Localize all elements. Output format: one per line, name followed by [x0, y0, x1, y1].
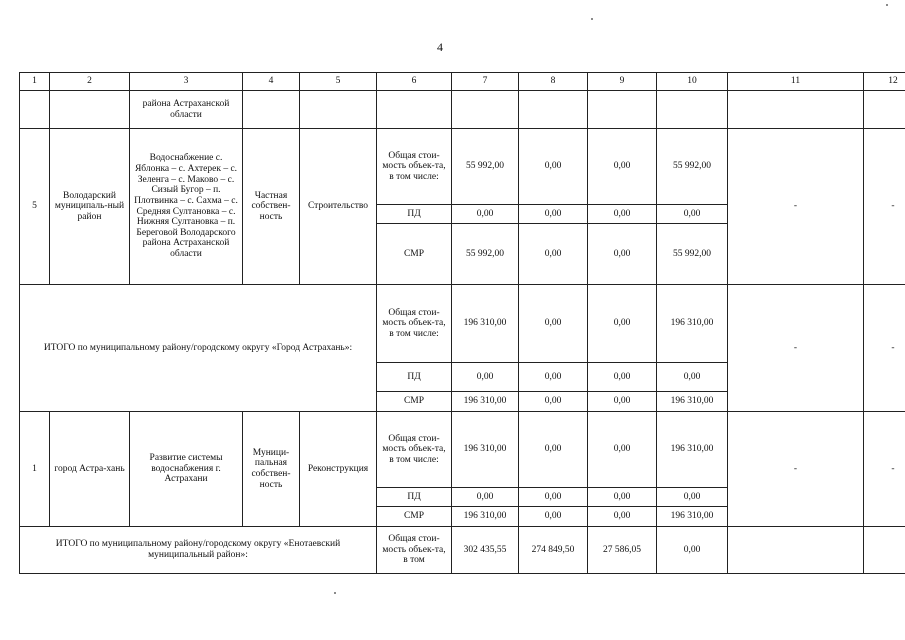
scan-speck [334, 592, 336, 594]
value-cell: 0,00 [588, 285, 657, 363]
header-cell: 12 [864, 73, 905, 91]
header-cell: 4 [243, 73, 300, 91]
header-cell: 10 [657, 73, 728, 91]
value-cell: 0,00 [588, 224, 657, 285]
table-row-continuation [20, 91, 905, 129]
investment-table [19, 72, 905, 574]
value-cell: 0,00 [519, 205, 588, 224]
cost-label: Общая стои-мость объек-та, в том [377, 527, 452, 574]
value-cell: 0,00 [452, 363, 519, 392]
column-number-header [20, 73, 905, 91]
ownership-cell: Частная собствен-ность [243, 129, 300, 285]
pd-label: ПД [377, 205, 452, 224]
value-cell: 274 849,50 [519, 527, 588, 574]
value-cell: 27 586,05 [588, 527, 657, 574]
value-cell: 0,00 [519, 412, 588, 488]
smr-label: СМР [377, 507, 452, 527]
value-cell: 196 310,00 [657, 507, 728, 527]
header-cell: 5 [300, 73, 377, 91]
value-cell: 196 310,00 [452, 392, 519, 412]
value-cell: 196 310,00 [657, 285, 728, 363]
district-cell: Володарский муниципаль-ный район [50, 129, 130, 285]
work-type-cell: Строительство [300, 129, 377, 285]
total-row [20, 285, 905, 363]
col11-cell: - [728, 129, 864, 285]
value-cell: 196 310,00 [657, 392, 728, 412]
value-cell: 0,00 [519, 507, 588, 527]
value-cell: 196 310,00 [452, 285, 519, 363]
value-cell: 0,00 [657, 363, 728, 392]
header-cell: 8 [519, 73, 588, 91]
total-label: ИТОГО по муниципальному району/городскому округу «Енотаевский муниципальный район»: [20, 527, 377, 574]
value-cell: 0,00 [519, 488, 588, 507]
value-cell: 196 310,00 [657, 412, 728, 488]
total-row [20, 527, 905, 574]
value-cell: 196 310,00 [452, 507, 519, 527]
value-cell: 0,00 [519, 129, 588, 205]
header-cell: 1 [20, 73, 50, 91]
table-row [20, 412, 905, 488]
header-cell: 11 [728, 73, 864, 91]
cost-label: Общая стои-мость объек-та, в том числе: [377, 412, 452, 488]
total-label: ИТОГО по муниципальному району/городскому округу «Город Астрахань»: [20, 285, 377, 412]
header-cell: 6 [377, 73, 452, 91]
value-cell: 0,00 [657, 488, 728, 507]
value-cell: 302 435,55 [452, 527, 519, 574]
value-cell: 0,00 [657, 205, 728, 224]
object-name-cell: Развитие системы водоснабжения г. Астрахани [130, 412, 243, 527]
col11-cell: - [728, 412, 864, 527]
value-cell: 0,00 [519, 285, 588, 363]
col12-cell: - [864, 129, 905, 285]
col12-cell: - [864, 412, 905, 527]
header-cell: 7 [452, 73, 519, 91]
value-cell: 0,00 [588, 205, 657, 224]
header-cell: 3 [130, 73, 243, 91]
value-cell: 0,00 [519, 392, 588, 412]
work-type-cell: Реконструкция [300, 412, 377, 527]
smr-label: СМР [377, 392, 452, 412]
value-cell: 0,00 [519, 224, 588, 285]
value-cell: 0,00 [452, 205, 519, 224]
pd-label: ПД [377, 363, 452, 392]
row-number: 5 [20, 129, 50, 285]
value-cell: 0,00 [588, 363, 657, 392]
row-number: 1 [20, 412, 50, 527]
page-number: 4 [437, 40, 443, 54]
object-name-cell: Водоснабжение с. Яблонка – с. Ахтерек – с. Зеленга – с. Маково – с. Сизый Бугор – п. Плотвинка – с. Сахма – с. Средняя Султановка – с. Нижняя Султановка – п. Береговой Володарского района Астраханской области [130, 129, 243, 285]
value-cell: 0,00 [588, 488, 657, 507]
value-cell: 55 992,00 [452, 129, 519, 205]
value-cell: 0,00 [657, 527, 728, 574]
value-cell: 0,00 [588, 129, 657, 205]
smr-label: СМР [377, 224, 452, 285]
district-cell: город Астра-хань [50, 412, 130, 527]
header-cell: 9 [588, 73, 657, 91]
cost-label: Общая стои-мость объек-та, в том числе: [377, 285, 452, 363]
col12-cell: - [864, 285, 905, 412]
table-row [20, 129, 905, 205]
value-cell: 55 992,00 [657, 224, 728, 285]
value-cell: 0,00 [588, 392, 657, 412]
value-cell: 196 310,00 [452, 412, 519, 488]
value-cell: 0,00 [519, 363, 588, 392]
header-cell: 2 [50, 73, 130, 91]
scan-speck [591, 18, 593, 20]
col11-cell: - [728, 285, 864, 412]
scan-speck [886, 4, 888, 6]
object-name-continuation: района Астраханской области [130, 91, 243, 129]
value-cell: 0,00 [588, 412, 657, 488]
value-cell: 55 992,00 [452, 224, 519, 285]
ownership-cell: Муници-пальная собствен-ность [243, 412, 300, 527]
pd-label: ПД [377, 488, 452, 507]
value-cell: 55 992,00 [657, 129, 728, 205]
value-cell: 0,00 [452, 488, 519, 507]
cost-label: Общая стои-мость объек-та, в том числе: [377, 129, 452, 205]
value-cell: 0,00 [588, 507, 657, 527]
